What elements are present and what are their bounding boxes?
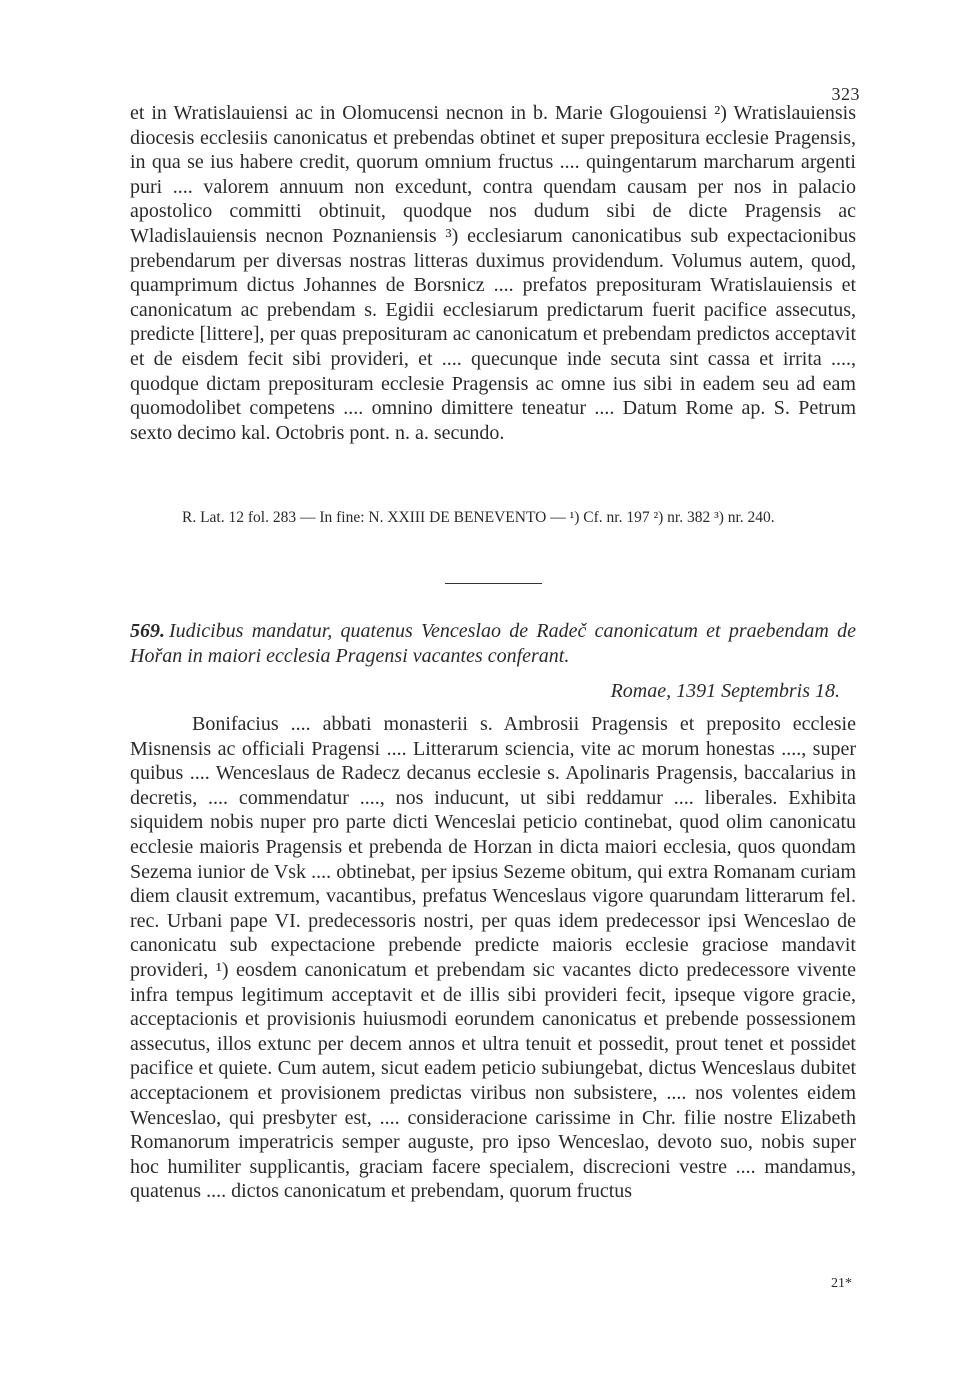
- document-date: Romae, 1391 Septembris 18.: [610, 680, 840, 702]
- document-body-text: Bonifacius .... abbati monasterii s. Ambrosii Pragensis et preposito ecclesie Misnensis ac officiali Pragensi .... Litterarum sciencia, vite ac morum honestas ...., super quibus .... Wenceslaus de Radecz decanus ecclesie s. Apolinaris Pragensis, baccalarius in decretis, .... commendatur ...., nos inducunt, ut sibi reddamur .... liberales. Exhibita siquidem nobis nuper pro parte dicti Wenceslai peticio continebat, quod olim canonicatu ecclesie maioris Pragensis et prebenda de Horzan in dicta maiori ecclesia, quos quondam Sezema iunior de Vsk .... obtinebat, per ipsius Sezeme obitum, qui extra Romanam curiam diem clausit extremum, vacantibus, prefatus Wenceslaus vigore quarundam litterarum fel. rec. Urbani pape VI. predecessoris nostri, per quas idem predecessor ipsi Wenceslao de canonicatu sub expectacione prebende predicte maioris ecclesie graciose mandavit provideri, ¹) eosdem canonicatum et prebendam sic vacantes dicto predecessore vivente infra tempus legitimum acceptavit et de illis sibi provideri fecit, ipseque vigore gracie, acceptacionis et provisionis huiusmodi eorundem canonicatus et prebende possessionem assecutus, illos extunc per decem annos et ultra tenuit et possedit, prout tenet et possidet pacifice et quiete. Cum autem, sicut eadem peticio subiungebat, dictus Wenceslaus dubitet acceptacionem et provisionem predictas viribus non subsistere, .... nos volentes eidem Wenceslao, qui presbyter est, .... consideracione carissime in Chr. filie nostre Elizabeth Romanorum imperatricis semper auguste, pro ipso Wenceslao, devoto suo, nobis super hoc humiliter supplicantis, graciam facere specialem, discrecioni vestre .... mandamus, quatenus .... dictos canonicatum et prebendam, quorum fructus: [130, 713, 856, 1203]
- document-heading: [130, 619, 856, 669]
- section-separator: [445, 583, 542, 584]
- footnote-text: R. Lat. 12 fol. 283 — In fine: N. XXIII DE BENEVENTO — ¹) Cf. nr. 197 ²) nr. 382 ³) nr. 240.: [182, 509, 775, 526]
- printer-signature: 21*: [831, 1276, 852, 1291]
- document-number: 569.: [130, 620, 165, 642]
- page-number: 323: [831, 84, 860, 104]
- document-regest: Iudicibus mandatur, quatenus Venceslao de Radeč canonicatum et praebendam de Hořan in maiori ecclesia Pragensi vacantes conferant.: [130, 620, 856, 667]
- footnote-apparatus: [130, 507, 856, 529]
- continued-document-text: [130, 101, 856, 445]
- document-body: [130, 712, 856, 1204]
- top-paragraph: et in Wratislauiensi ac in Olomucensi necnon in b. Marie Glogouiensi ²) Wratislauiensis diocesis ecclesiis canonicatus et prebendas obtinet et super prepositura ecclesie Pragensis, in qua se ius habere credit, quorum omnium fructus .... quingentarum marcharum argenti puri .... valorem annuum non excedunt, contra quendam causam per nos in palacio apostolico committi obtinuit, quodque nos dudum sibi de dicte Pragensis ac Wladislauiensis necnon Poznaniensis ³) ecclesiarum canonicatibus sub expectacionibus prebendarum per diversas nostras litteras duximus providendum. Volumus autem, quod, quamprimum dictus Johannes de Borsnicz .... prefatos preposituram Wratislauiensis et canonicatum ac prebendam s. Egidii ecclesiarum predictarum fuerit pacifice assecutus, predicte [littere], per quas preposituram ac canonicatum et prebendam predictos acceptavit et de eisdem fecit sibi provideri, et .... quecunque inde secuta sint cassa et irrita ...., quodque dictam preposituram ecclesie Pragensis ac omne ius sibi in eadem seu ad eam quomodolibet competens .... omnino dimittere teneatur .... Datum Rome ap. S. Petrum sexto decimo kal. Octobris pont. n. a. secundo.: [130, 102, 856, 444]
